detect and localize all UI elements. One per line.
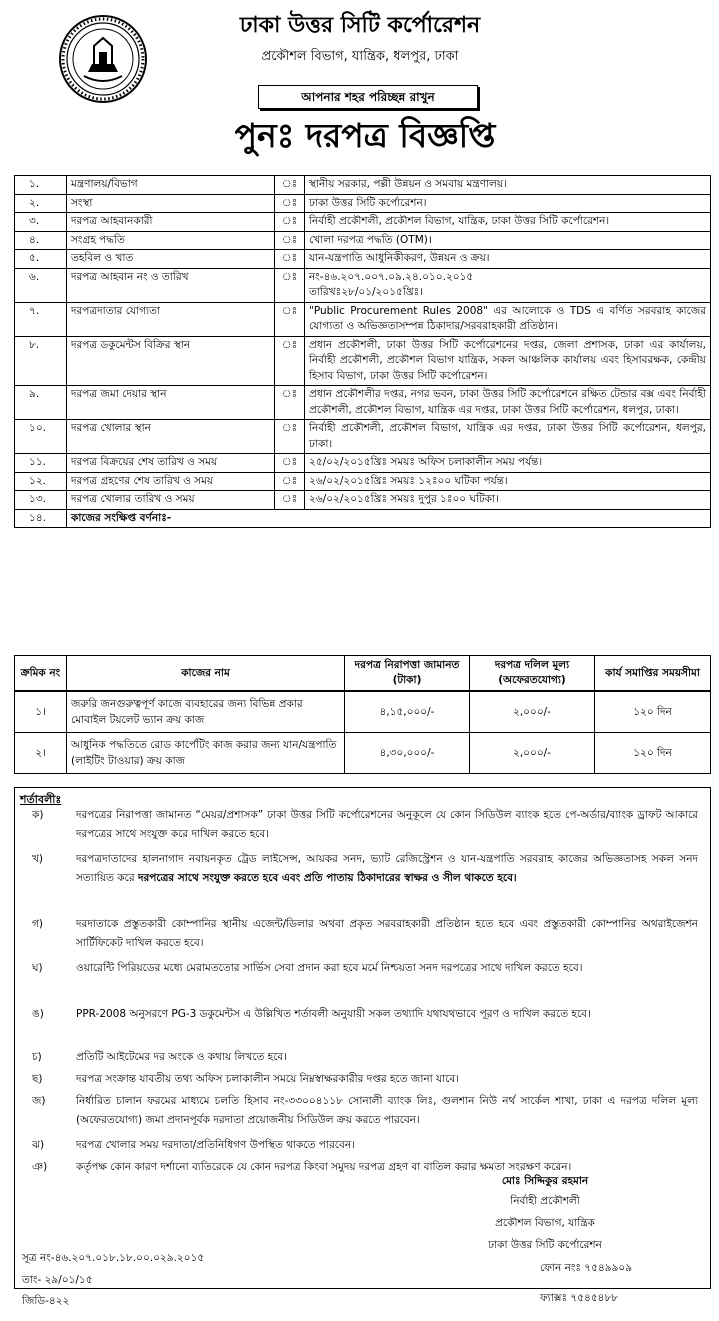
- row-number: ১৩.: [15, 491, 67, 510]
- row-label: দরপত্র গ্রহণের শেষ তারিখ ও সময়: [67, 472, 275, 491]
- notice-title: পুনঃ দরপত্র বিজ্ঞপ্তি: [234, 116, 496, 155]
- row-value: প্রধান প্রকৌশলীর দপ্তর, নগর ভবন, ঢাকা উত্তর সিটি কর্পোরেশনে রক্ষিত টেন্ডার বক্স এবং নির্বাহী প্রকৌশলী, প্রকৌশল বিভাগ, যান্ত্রিক এর দপ্তর, ঢাকা উত্তর সিটি কর্পোরেশন, ধলপুর, ঢাকা।: [305, 386, 711, 420]
- row-value: ঢাকা উত্তর সিটি কর্পোরেশন।: [305, 194, 711, 213]
- row-value: নির্বাহী প্রকৌশলী, প্রকৌশল বিভাগ, যান্ত্রিক এর দপ্তর, ঢাকা উত্তর সিটি কর্পোরেশন, ধলপুর, ঢাকা।: [305, 420, 711, 454]
- row-value: [305, 268, 711, 302]
- condition-label: খ): [32, 853, 43, 865]
- gd-number: জিডি-৪২২: [22, 1295, 70, 1307]
- info-row: [15, 491, 711, 510]
- org-title: ঢাকা উত্তর সিটি কর্পোরেশন: [239, 13, 481, 38]
- col-header-doc-price: দরপত্র দলিল মূল্য (অফেরতযোগ্য): [470, 656, 595, 692]
- condition-item: [18, 1005, 698, 1024]
- row-colon: ঃ: [275, 194, 305, 213]
- info-row: [15, 194, 711, 213]
- condition-item: [18, 806, 698, 844]
- condition-text: প্রতিটি আইটেমের দর অংকে ও কথায় লিখতে হবে।: [76, 1051, 288, 1063]
- condition-label: ক): [32, 809, 44, 821]
- tender-number: নং-৪৬.২০৭.০০৭.০৯.২৪.০১০.২০১৫: [309, 270, 474, 283]
- info-row: [15, 268, 711, 302]
- condition-text: দরপত্রের নিরাপত্তা জামানত “মেয়র/প্রশাসক” ঢাকা উত্তর সিটি কর্পোরেশনের অনুকূলে যে কোন সিডিউল ব্যাংক হতে পে-অর্ডার/ব্যাংক ড্রাফট আকারে দরপত্রের সাথে সংযুক্ত করে দাখিল করতে হবে।: [76, 809, 698, 840]
- info-row: [15, 231, 711, 250]
- cell-work-name: জরুরি জনগুরুত্বপূর্ণ কাজে ব্যবহারের জন্য বিভিন্ন প্রকার মোবাইল টয়লেট ভ্যান ক্রয় কাজ: [67, 691, 345, 733]
- row-label: দরপত্র আহবান নং ও তারিখ: [67, 268, 275, 302]
- row-colon: ঃ: [275, 454, 305, 473]
- condition-item: [18, 850, 698, 888]
- row-value: স্থানীয় সরকার, পল্লী উন্নয়ন ও সমবায় মন্ত্রণালয়।: [305, 176, 711, 195]
- col-header-security: দরপত্র নিরাপত্তা জামানত (টাকা): [345, 656, 470, 692]
- info-row: [15, 386, 711, 420]
- cell-serial: ১।: [15, 691, 67, 733]
- cell-doc-price: ২,০০০/-: [470, 733, 595, 774]
- info-row: [15, 336, 711, 386]
- col-header-work-name: কাজের নাম: [67, 656, 345, 692]
- memo-reference: সূত্র নং-৪৬.২০৭.০১৮.১৮.০০.০২৯.২০১৫: [22, 1252, 205, 1264]
- row-number: ৯.: [15, 386, 67, 420]
- row-number: ৪.: [15, 231, 67, 250]
- row-colon: ঃ: [275, 268, 305, 302]
- phone-number: ফোন নংঃ ৭৫৪৯৯০৯: [540, 1262, 633, 1274]
- row-colon: ঃ: [275, 231, 305, 250]
- row-number: ৩.: [15, 213, 67, 232]
- table-row: [15, 691, 711, 733]
- cell-work-name: আধুনিক পদ্ধতিতে রোড কার্পেটিং কাজ করার জন্য যান/যন্ত্রপাতি (লাইটিং টাওয়ার) ক্রয় কাজ: [67, 733, 345, 774]
- info-row: [15, 302, 711, 336]
- tender-date: তারিখঃ২৮/০১/২০১৫খ্রিঃ।: [309, 286, 423, 298]
- city-corporation-seal-logo: [58, 14, 148, 104]
- condition-text-bold: দরপত্রের সাথে সংযুক্ত করতে হবে এবং প্রতি পাতায় ঠিকাদারের স্বাক্ষর ও সীল থাকতে হবে।: [138, 872, 517, 884]
- row-label: সংগ্রহ পদ্ধতি: [67, 231, 275, 250]
- cell-completion-time: ১২০ দিন: [595, 691, 711, 733]
- row-label: মন্ত্রণালয়/বিভাগ: [67, 176, 275, 195]
- condition-text: [76, 850, 698, 888]
- condition-text: কর্তৃপক্ষ কোন কারণ দর্শানো ব্যতিরেকে যে কোন দরপত্র কিংবা সমুদয় দরপত্র গ্রহণ বা বাতিল করার ক্ষমতা সংরক্ষণ করেন।: [76, 1161, 572, 1173]
- condition-item: [18, 915, 698, 953]
- row-label: সংস্থা: [67, 194, 275, 213]
- condition-label: গ): [32, 918, 43, 930]
- conditions-title: শর্তাবলীঃ: [20, 793, 62, 806]
- condition-label: ঙ): [32, 1008, 44, 1020]
- row-label: দরপত্র খোলার স্থান: [67, 420, 275, 454]
- cell-serial: ২।: [15, 733, 67, 774]
- cell-doc-price: ২,০০০/-: [470, 691, 595, 733]
- info-row: [15, 472, 711, 491]
- row-number: ২.: [15, 194, 67, 213]
- row-number: ৬.: [15, 268, 67, 302]
- row-label: দরপত্র জমা দেয়ার স্থান: [67, 386, 275, 420]
- signatory-department: প্রকৌশল বিভাগ, যান্ত্রিক: [495, 1217, 595, 1229]
- row-colon: ঃ: [275, 386, 305, 420]
- row-number: ১২.: [15, 472, 67, 491]
- row-number: ৫.: [15, 250, 67, 269]
- row-colon: ঃ: [275, 250, 305, 269]
- condition-text: দরপত্র খোলার সময় দরদাতা/প্রতিনিধিগণ উপস্থিত থাকতে পারবেন।: [76, 1139, 355, 1151]
- condition-label: ঝ): [32, 1139, 45, 1151]
- condition-item: [18, 1070, 698, 1089]
- row-number: ৭.: [15, 302, 67, 336]
- row-label: দরপত্র খোলার তারিখ ও সময়: [67, 491, 275, 510]
- info-row: [15, 176, 711, 195]
- cell-security: ৪,৩০,০০০/-: [345, 733, 470, 774]
- row-label: দরপত্রদাতার যোগ্যতা: [67, 302, 275, 336]
- condition-label: ঞ): [32, 1161, 48, 1173]
- row-value: খোলা দরপত্র পদ্ধতি (OTM)।: [305, 231, 711, 250]
- signatory-name: মোঃ সিদ্দিকুর রহমান: [501, 1175, 589, 1187]
- condition-label: ঘ): [32, 962, 43, 974]
- condition-text: দরদাতাকে প্রস্তুতকারী কোম্পানির স্থানীয় এজেন্ট/ডিলার অথবা প্রকৃত সরবরাহকারী প্রতিষ্ঠান হতে হবে এবং প্রস্তুতকারী কোম্পানির অথরাইজেশন সার্টিফিকেট দাখিল করতে হবে।: [76, 918, 698, 949]
- work-items-table: [14, 655, 711, 774]
- work-section-row: [15, 509, 711, 528]
- row-colon: ঃ: [275, 336, 305, 386]
- row-value: যান-যন্ত্রপাতি আধুনিকীকরণ, উন্নয়ন ও ক্রয়।: [305, 250, 711, 269]
- work-section-title: কাজের সংক্ষিপ্ত বর্ণনাঃ-: [67, 509, 711, 528]
- row-number: ১১.: [15, 454, 67, 473]
- work-table-header: [15, 656, 711, 692]
- info-row: [15, 250, 711, 269]
- row-number: ১.: [15, 176, 67, 195]
- condition-item: [18, 1136, 698, 1155]
- slogan-box: আপনার শহর পরিচ্ছন্ন রাখুন: [258, 85, 478, 109]
- condition-item: [18, 1092, 698, 1130]
- condition-label: জ): [32, 1095, 46, 1107]
- row-label: দরপত্র বিক্রয়ের শেষ তারিখ ও সময়: [67, 454, 275, 473]
- row-value: ২৫/০২/২০১৫খ্রিঃ সময়ঃ অফিস চলাকালীন সময় পর্যন্ত।: [305, 454, 711, 473]
- row-label: দরপত্র আহবানকারী: [67, 213, 275, 232]
- row-value: নির্বাহী প্রকৌশলী, প্রকৌশল বিভাগ, যান্ত্রিক, ঢাকা উত্তর সিটি কর্পোরেশন।: [305, 213, 711, 232]
- signatory-designation: নির্বাহী প্রকৌশলী: [510, 1195, 580, 1207]
- row-label: দরপত্র ডকুমেন্টস বিক্রির স্থান: [67, 336, 275, 386]
- fax-number: ফ্যাক্সঃ ৭৫৪৫৪৮৮: [540, 1292, 619, 1304]
- row-colon: ঃ: [275, 213, 305, 232]
- org-subtitle: প্রকৌশল বিভাগ, যান্ত্রিক, ধলপুর, ঢাকা: [261, 49, 459, 64]
- info-row: [15, 420, 711, 454]
- condition-text-normal: দরপত্রদাতাদের হালনাগাদ নবায়নকৃত ট্রেড লাইসেন্স, আয়কর সনদ, ভ্যাট রেজিস্ট্রেশন ও যান-যন্ত্রপাতি সরবরাহ কাজের অভিজ্ঞতাসহ সকল সনদ সত্যায়িত করে: [76, 853, 698, 884]
- memo-date: তাং- ২৯/০১/১৫: [22, 1274, 93, 1286]
- cell-security: ৪,১৫,০০০/-: [345, 691, 470, 733]
- col-header-serial: ক্রমিক নং: [15, 656, 67, 692]
- signatory-organization: ঢাকা উত্তর সিটি কর্পোরেশন: [488, 1239, 602, 1251]
- row-colon: ঃ: [275, 420, 305, 454]
- condition-text: ওয়ারেন্টি পিরিয়ডের মধ্যে মেরামততোর সার্ভিস সেবা প্রদান করা হবে মর্মে নিশ্চয়তা সনদ দরপত্রের সাথে দাখিল করতে হবে।: [76, 962, 583, 974]
- row-number: ১৪.: [15, 509, 67, 528]
- row-label: তহবিল ও খাত: [67, 250, 275, 269]
- cell-completion-time: ১২০ দিন: [595, 733, 711, 774]
- condition-item: [18, 959, 698, 978]
- row-colon: ঃ: [275, 302, 305, 336]
- table-row: [15, 733, 711, 774]
- row-value: প্রধান প্রকৌশলী, ঢাকা উত্তর সিটি কর্পোরেশনের দপ্তর, জেলা প্রশাসক, ঢাকা এর কার্যালয়, নির্বাহী প্রকৌশলী, প্রকৌশল বিভাগ যান্ত্রিক, সকল আঞ্চলিক কার্যালয় এবং হিসাবরক্ষক, কেন্দ্রীয় হিসাব বিভাগ, ঢাকা উত্তর সিটি কর্পোরেশন।: [305, 336, 711, 386]
- row-colon: ঃ: [275, 491, 305, 510]
- condition-item: [18, 1048, 698, 1067]
- row-number: ১০.: [15, 420, 67, 454]
- info-row: [15, 213, 711, 232]
- row-number: ৮.: [15, 336, 67, 386]
- col-header-completion-time: কার্য সমাপ্তির সময়সীমা: [595, 656, 711, 692]
- row-colon: ঃ: [275, 176, 305, 195]
- row-value: ২৬/০২/২০১৫খ্রিঃ সময়ঃ ১২ঃ০০ ঘটিকা পর্যন্ত।: [305, 472, 711, 491]
- condition-text: নির্ধারিত চালান ফরমের মাধ্যমে চলতি হিসাব নং-৩৩০০৪১১৮ সোনালী ব্যাংক লিঃ, গুলশান নিউ নর্থ সার্কেল শাখা, ঢাকা এ দরপত্র দলিল মূল্য (অফেরতযোগ্য) জমা প্রদানপূর্বক দরদাতা প্রয়োজনীয় সিডিউল ক্রয় করতে পারবেন।: [76, 1095, 698, 1126]
- row-value: "Public Procurement Rules 2008" এর আলোকে ও TDS এ বর্ণিত সরবরাহ কাজের যোগ্যতা ও অভিজ্ঞতাসম্পন্ন ঠিকাদার/সরবরাহকারী প্রতিষ্ঠান।: [305, 302, 711, 336]
- row-colon: ঃ: [275, 472, 305, 491]
- info-row: [15, 454, 711, 473]
- condition-label: ছ): [32, 1073, 43, 1085]
- tender-info-table: [14, 175, 711, 528]
- row-value: ২৬/০২/২০১৫খ্রিঃ সময়ঃ দুপুর ১ঃ০০ ঘটিকা।: [305, 491, 711, 510]
- condition-text: দরপত্র সংক্রান্ত যাবতীয় তথ্য অফিস চলাকালীন সময়ে নিম্নস্বাক্ষরকারীর দপ্তর হতে জানা যাবে।: [76, 1073, 459, 1085]
- condition-text: PPR-2008 অনুসরণে PG-3 ডকুমেন্টস এ উল্লিখিত শর্তাবলী অনুযায়ী সকল তথ্যাদি যথাযথভাবে পূরণ ও দাখিল করতে হবে।: [76, 1008, 591, 1020]
- condition-label: চ): [32, 1051, 42, 1063]
